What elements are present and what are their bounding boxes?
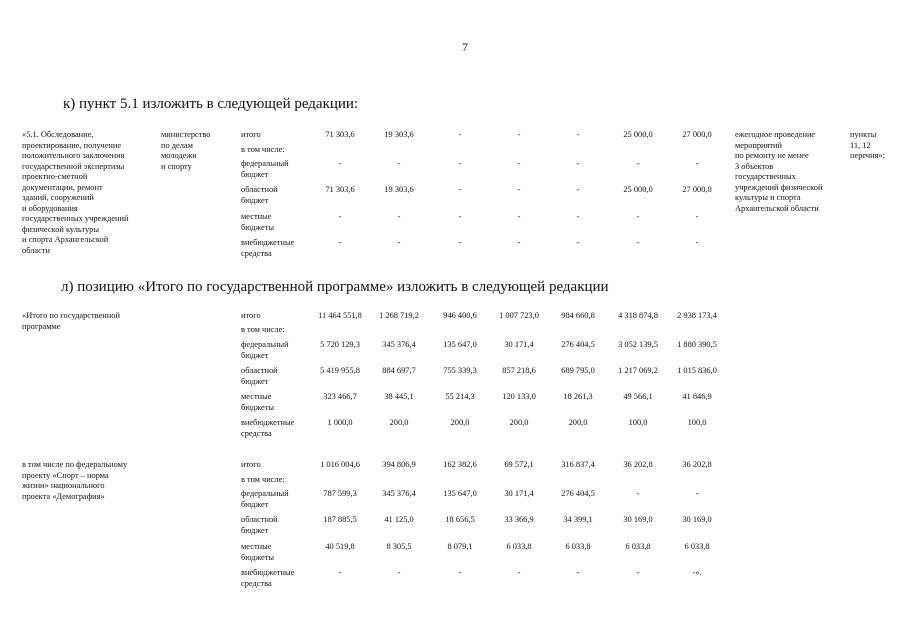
row-label bbox=[241, 159, 289, 180]
section-k-heading: к) пункт 5.1 изложить в следующей редакции: bbox=[63, 96, 359, 112]
row-label-line: в том числе: bbox=[241, 145, 285, 154]
item-name-line: документации, ремонт bbox=[22, 182, 103, 192]
row-label-line: итого bbox=[241, 311, 261, 320]
row-label-line: бюджеты bbox=[241, 552, 275, 562]
value-cell: 30 171,4 bbox=[504, 340, 534, 349]
project-name-line: проекта «Демография» bbox=[22, 491, 105, 501]
value-cell: 323 466,7 bbox=[323, 392, 357, 401]
row-label-line: средства bbox=[241, 428, 272, 438]
row-label-line: итого bbox=[241, 460, 261, 469]
value-cell: - bbox=[576, 159, 580, 168]
total-name bbox=[22, 311, 120, 332]
value-cell: 19 303,6 bbox=[384, 185, 414, 194]
item-name-line: государственной экспертизы bbox=[22, 161, 125, 171]
value-cell: 49 566,1 bbox=[623, 392, 653, 401]
row-label bbox=[241, 238, 294, 259]
value-cell: 34 399,1 bbox=[563, 515, 593, 524]
value-cell: - bbox=[458, 212, 462, 221]
value-cell: 30 169,0 bbox=[623, 515, 653, 524]
links bbox=[850, 130, 885, 162]
value-cell: 135 647,0 bbox=[443, 340, 477, 349]
value-cell: 1 000,0 bbox=[327, 418, 353, 427]
executor-line: молодежи bbox=[161, 151, 197, 160]
value-cell: 1 268 719,2 bbox=[379, 311, 419, 320]
value-cell: - bbox=[695, 159, 699, 168]
item-name-line: проектно-сметной bbox=[22, 172, 88, 181]
indicator-line: мероприятий bbox=[735, 140, 783, 150]
section-l-heading: л) позицию «Итого по государственной программе» изложить в следующей редакции bbox=[61, 279, 609, 295]
row-label bbox=[241, 418, 294, 439]
value-cell: 345 376,4 bbox=[382, 340, 416, 349]
row-label bbox=[241, 311, 261, 322]
value-cell: - bbox=[636, 212, 640, 221]
value-cell: 40 519,8 bbox=[325, 542, 355, 551]
row-label bbox=[241, 392, 274, 413]
value-cell: - bbox=[338, 212, 342, 221]
value-cell: 200,0 bbox=[568, 418, 588, 427]
value-cell: 4 318 874,8 bbox=[618, 311, 658, 320]
value-cell: 1 880 390,5 bbox=[677, 340, 717, 349]
value-cell: 6 033,8 bbox=[506, 542, 532, 551]
value-cell: 25 000,0 bbox=[623, 130, 653, 139]
row-label-line: бюджет bbox=[241, 376, 269, 386]
value-cell: 100,0 bbox=[687, 418, 707, 427]
executor-line: министерство bbox=[161, 130, 211, 139]
value-cell: 5 720 129,3 bbox=[320, 340, 360, 349]
value-cell: 8 079,1 bbox=[447, 542, 473, 551]
value-cell: - bbox=[458, 130, 462, 139]
value-cell: - bbox=[517, 568, 521, 577]
value-cell: - bbox=[397, 159, 401, 168]
value-cell: 27 000,0 bbox=[682, 130, 712, 139]
links-line: перечня»; bbox=[850, 151, 885, 160]
value-cell: 162 382,6 bbox=[443, 460, 477, 469]
row-label-line: бюджет bbox=[241, 169, 269, 179]
value-cell: 41 846,9 bbox=[682, 392, 712, 401]
links-line: пункты bbox=[850, 130, 877, 139]
item-name bbox=[22, 130, 128, 256]
value-cell: 200,0 bbox=[509, 418, 529, 427]
value-cell: 1 007 723,0 bbox=[499, 311, 539, 320]
row-label-line: в том числе: bbox=[241, 325, 285, 334]
value-cell: - bbox=[576, 185, 580, 194]
value-cell: - bbox=[338, 568, 342, 577]
row-label bbox=[241, 460, 261, 471]
executor-line: по делам bbox=[161, 140, 193, 150]
value-cell: - bbox=[338, 238, 342, 247]
value-cell: 394 806,9 bbox=[382, 460, 416, 469]
row-label-line: бюджет bbox=[241, 525, 269, 535]
value-cell: 69 572,1 bbox=[504, 460, 534, 469]
total-name-line: программе bbox=[22, 321, 61, 331]
value-cell: - bbox=[458, 568, 462, 577]
indicator-line: Архангельской области bbox=[735, 203, 819, 213]
value-cell: 30 169,0 bbox=[682, 515, 712, 524]
page-number: 7 bbox=[462, 40, 468, 54]
indicator bbox=[735, 130, 822, 214]
value-cell: 55 214,3 bbox=[445, 392, 475, 401]
row-label-line: средства bbox=[241, 578, 272, 588]
value-cell: 3 052 139,5 bbox=[618, 340, 658, 349]
indicator-line: 3 объектов bbox=[735, 161, 774, 171]
value-cell: 8 305,5 bbox=[386, 542, 412, 551]
project-name bbox=[22, 460, 127, 502]
row-label-line: внебюджетные bbox=[241, 568, 295, 577]
value-cell: 41 125,0 bbox=[384, 515, 414, 524]
value-cell: - bbox=[517, 185, 521, 194]
row-label bbox=[241, 568, 294, 589]
value-cell: - bbox=[397, 212, 401, 221]
value-cell: -». bbox=[692, 568, 702, 577]
value-cell: 18 656,5 bbox=[445, 515, 475, 524]
row-label bbox=[241, 340, 289, 361]
value-cell: 1 015 836,0 bbox=[677, 366, 717, 375]
row-label-line: внебюджетные bbox=[241, 238, 295, 247]
row-label-line: бюджет bbox=[241, 499, 269, 509]
value-cell: 187 885,5 bbox=[323, 515, 357, 524]
row-label bbox=[241, 475, 285, 486]
value-cell: 200,0 bbox=[450, 418, 470, 427]
row-label-line: итого bbox=[241, 130, 261, 139]
row-label bbox=[241, 489, 289, 510]
row-label bbox=[241, 212, 274, 233]
value-cell: 276 404,5 bbox=[561, 489, 595, 498]
value-cell: 27 000,0 bbox=[682, 185, 712, 194]
item-name-line: проектирование, получение bbox=[22, 140, 122, 150]
value-cell: 276 404,5 bbox=[561, 340, 595, 349]
project-name-line: в том числе по федеральному bbox=[22, 460, 128, 469]
item-name-line: области bbox=[22, 245, 50, 255]
indicator-line: по ремонту не менее bbox=[735, 151, 809, 160]
row-label bbox=[241, 185, 278, 206]
row-label-line: бюджеты bbox=[241, 222, 275, 232]
indicator-line: культуры и спорта bbox=[735, 193, 801, 202]
indicator-line: государственных bbox=[735, 172, 796, 181]
value-cell: 1 217 069,2 bbox=[618, 366, 658, 375]
row-label bbox=[241, 515, 278, 536]
value-cell: 345 376,4 bbox=[382, 489, 416, 498]
item-name-line: физической культуры bbox=[22, 224, 99, 234]
row-label-line: областной bbox=[241, 185, 278, 194]
value-cell: 19 303,6 bbox=[384, 130, 414, 139]
value-cell: - bbox=[636, 159, 640, 168]
value-cell: 30 171,4 bbox=[504, 489, 534, 498]
row-label-line: местные bbox=[241, 212, 272, 221]
item-name-line: положительного заключения bbox=[22, 151, 125, 160]
value-cell: 18 261,3 bbox=[563, 392, 593, 401]
value-cell: 984 660,8 bbox=[561, 311, 595, 320]
value-cell: - bbox=[517, 238, 521, 247]
row-label bbox=[241, 542, 274, 563]
row-label-line: областной bbox=[241, 366, 278, 375]
value-cell: 6 033,8 bbox=[684, 542, 710, 551]
indicator-line: учреждений физической bbox=[735, 182, 823, 192]
value-cell: 25 000,0 bbox=[623, 185, 653, 194]
row-label bbox=[241, 130, 261, 141]
row-label-line: внебюджетные bbox=[241, 418, 295, 427]
value-cell: 33 366,9 bbox=[504, 515, 534, 524]
row-label-line: местные bbox=[241, 392, 272, 401]
value-cell: - bbox=[458, 238, 462, 247]
row-label-line: федеральный bbox=[241, 489, 289, 498]
executor-line: и спорту bbox=[161, 161, 192, 171]
value-cell: 2 938 173,4 bbox=[677, 311, 717, 320]
value-cell: - bbox=[636, 489, 640, 498]
value-cell: - bbox=[695, 212, 699, 221]
value-cell: 755 339,3 bbox=[443, 366, 477, 375]
value-cell: 787 599,3 bbox=[323, 489, 357, 498]
value-cell: - bbox=[636, 568, 640, 577]
value-cell: 1 016 004,6 bbox=[320, 460, 360, 469]
project-name-line: жизни» национального bbox=[22, 481, 105, 490]
value-cell: - bbox=[576, 212, 580, 221]
value-cell: - bbox=[636, 238, 640, 247]
value-cell: 11 464 551,8 bbox=[318, 311, 362, 320]
value-cell: - bbox=[695, 238, 699, 247]
row-label bbox=[241, 145, 285, 156]
row-label-line: местные bbox=[241, 542, 272, 551]
value-cell: - bbox=[517, 130, 521, 139]
value-cell: 71 303,6 bbox=[325, 185, 355, 194]
row-label bbox=[241, 325, 285, 336]
value-cell: 6 033,8 bbox=[625, 542, 651, 551]
value-cell: - bbox=[397, 238, 401, 247]
value-cell: 6 033,8 bbox=[565, 542, 591, 551]
value-cell: - bbox=[517, 159, 521, 168]
row-label-line: в том числе: bbox=[241, 475, 285, 484]
value-cell: 946 400,6 bbox=[443, 311, 477, 320]
value-cell: 857 218,6 bbox=[502, 366, 536, 375]
item-name-line: и оборудования bbox=[22, 203, 78, 213]
value-cell: 5 419 955,8 bbox=[320, 366, 360, 375]
row-label-line: федеральный bbox=[241, 159, 289, 168]
row-label-line: средства bbox=[241, 248, 272, 258]
value-cell: 36 202,8 bbox=[682, 460, 712, 469]
value-cell: 71 303,6 bbox=[325, 130, 355, 139]
value-cell: - bbox=[397, 568, 401, 577]
links-line: 11, 12 bbox=[850, 140, 871, 150]
row-label bbox=[241, 366, 278, 387]
value-cell: - bbox=[458, 185, 462, 194]
value-cell: 36 202,8 bbox=[623, 460, 653, 469]
row-label-line: бюджеты bbox=[241, 402, 275, 412]
value-cell: 135 647,0 bbox=[443, 489, 477, 498]
item-name-line: зданий, сооружений bbox=[22, 193, 94, 202]
value-cell: - bbox=[458, 159, 462, 168]
row-label-line: федеральный bbox=[241, 340, 289, 349]
value-cell: - bbox=[517, 212, 521, 221]
value-cell: - bbox=[695, 489, 699, 498]
total-name-line: «Итого по государственной bbox=[22, 311, 120, 320]
row-label-line: бюджет bbox=[241, 195, 269, 205]
value-cell: - bbox=[576, 130, 580, 139]
row-label-line: бюджет bbox=[241, 350, 269, 360]
value-cell: 689 795,0 bbox=[561, 366, 595, 375]
item-name-line: «5.1. Обследование, bbox=[22, 130, 94, 139]
value-cell: 100,0 bbox=[628, 418, 648, 427]
value-cell: 120 133,0 bbox=[502, 392, 536, 401]
value-cell: - bbox=[576, 238, 580, 247]
item-name-line: и спорта Архангельской bbox=[22, 235, 109, 244]
value-cell: - bbox=[576, 568, 580, 577]
indicator-line: ежегодное проведение bbox=[735, 130, 816, 139]
row-label-line: областной bbox=[241, 515, 278, 524]
value-cell: 884 697,7 bbox=[382, 366, 416, 375]
value-cell: - bbox=[338, 159, 342, 168]
value-cell: 200,0 bbox=[389, 418, 409, 427]
value-cell: 38 445,1 bbox=[384, 392, 414, 401]
project-name-line: проекту «Спорт – норма bbox=[22, 470, 109, 480]
value-cell: 316 837,4 bbox=[561, 460, 595, 469]
executor bbox=[161, 130, 211, 172]
item-name-line: государственных учреждений bbox=[22, 214, 129, 223]
